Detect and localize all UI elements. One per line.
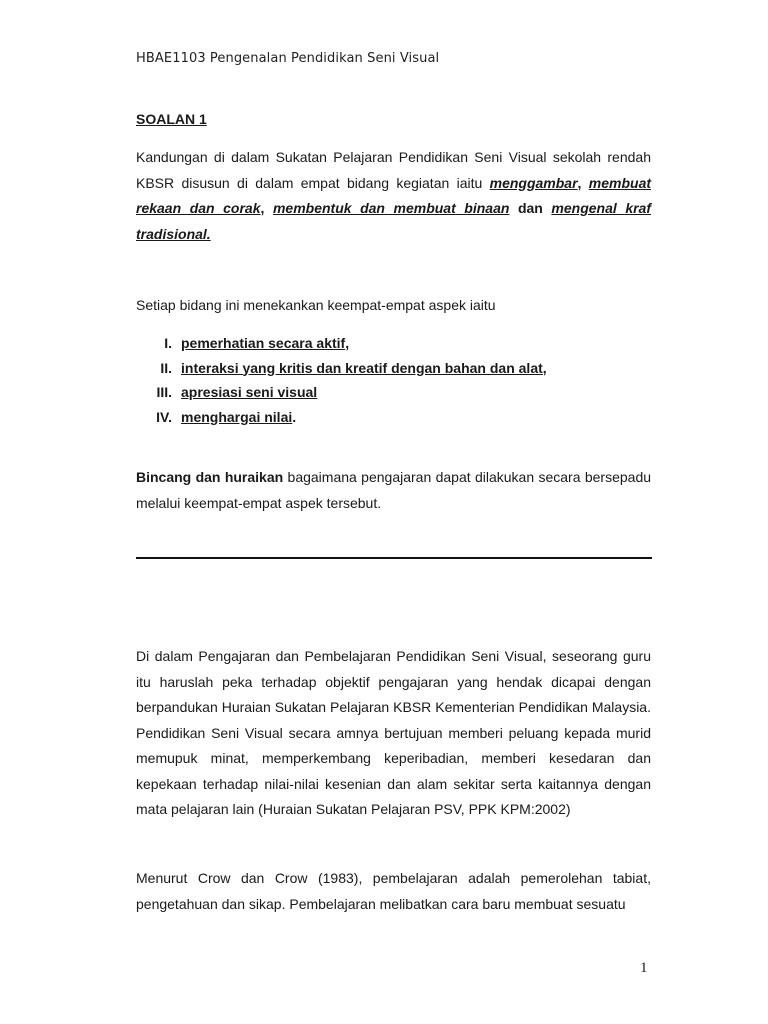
list-item — [136, 380, 651, 405]
aspects-lead: Setiap bidang ini menekankan keempat-empat aspek iaitu — [136, 297, 496, 313]
list-item-number: III. — [156, 384, 172, 400]
list-item-punct: , — [542, 359, 547, 376]
list-item-number: IV. — [156, 408, 172, 425]
answer-paragraph-1: Di dalam Pengajaran dan Pembelajaran Pendidikan Seni Visual, seseorang guru itu haruslah peka terhadap objektif pengajaran yang hendak dicapai dengan berpandukan Huraian Sukatan Pelajaran KBSR Kementerian Pendidikan Malaysia. Pendidikan Seni Visual secara amnya bertujuan memberi peluang kepada murid memupuk minat, memperkembang keperibadian, memberi kesedaran dan kepekaan terhadap nilai-nilai kesenian dan alam sekitar serta kaitannya dengan mata pelajaran lain (Huraian Sukatan Pelajaran PSV, PPK KPM:2002) — [136, 648, 651, 817]
list-item — [136, 356, 651, 381]
activity-kraf-tradisional: mengenal kraf tradisional. — [136, 200, 652, 242]
list-item-punct: , — [345, 335, 350, 351]
task-paragraph — [136, 465, 651, 516]
list-item — [136, 405, 651, 430]
answer-paragraph-2: Menurut Crow dan Crow (1983), pembelajaran adalah pemerolehan tabiat, pengetahuan dan sikap. Pembelajaran melibatkan cara baru membuat sesuatu — [136, 870, 651, 912]
activity-membentuk-binaan: membentuk dan membuat binaan — [272, 200, 510, 216]
list-item-text: apresiasi seni visual — [181, 384, 318, 400]
list-item — [136, 331, 651, 356]
question-intro-paragraph — [136, 145, 651, 247]
list-item-number: I. — [164, 335, 172, 351]
list-item-text: interaksi yang kritis dan kreatif dengan bahan dan alat — [181, 359, 543, 376]
page-number: 1 — [640, 960, 648, 976]
question-heading: SOALAN 1 — [136, 111, 207, 127]
task-instruction: Bincang dan huraikan — [136, 469, 284, 485]
section-divider — [136, 557, 652, 559]
document-header: HBAE1103 Pengenalan Pendidikan Seni Visual — [136, 51, 440, 66]
task-text: bagaimana pengajaran dapat dilakukan secara bersepadu melalui keempat-empat aspek tersebut. — [136, 469, 652, 511]
list-item-number: II. — [160, 359, 172, 376]
activity-menggambar: menggambar — [489, 174, 578, 191]
intro-text: Kandungan di dalam Sukatan Pelajaran Pendidikan Seni Visual sekolah rendah KBSR disusun di dalam empat bidang kegiatan iaitu — [136, 149, 651, 191]
list-item-punct: . — [292, 408, 297, 425]
separator: , — [577, 174, 589, 191]
activity-rekaan-corak: membuat rekaan dan corak — [136, 174, 652, 216]
list-item-text: pemerhatian secara aktif — [181, 335, 346, 351]
separator: , — [260, 200, 273, 216]
aspects-list — [136, 331, 651, 429]
list-item-text: menghargai nilai — [181, 408, 293, 425]
conjunction: dan — [509, 200, 552, 216]
